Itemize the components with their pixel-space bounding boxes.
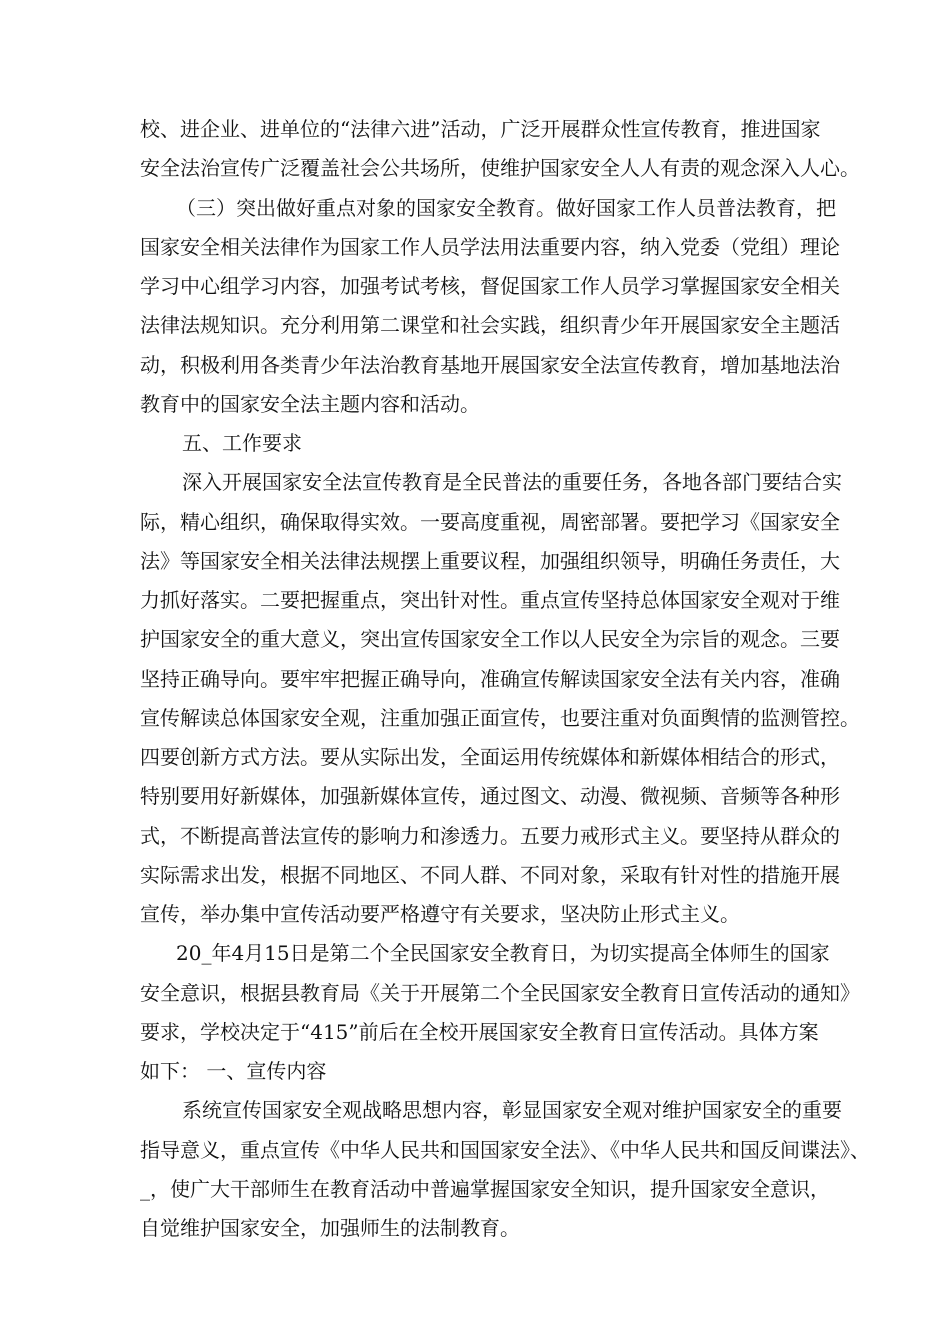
text-line: 四要创新方式方法。要从实际出发，全面运用传统媒体和新媒体相结合的形式， <box>140 745 840 769</box>
text-line: 指导意义，重点宣传《中华人民共和国国家安全法》、《中华人民共和国反间谍法》、 <box>140 1138 870 1162</box>
text-line: 法》等国家安全相关法律法规摆上重要议程，加强组织领导，明确任务责任，大 <box>140 549 840 573</box>
section-heading: 五、工作要求 <box>182 431 302 455</box>
text-line: 安全法治宣传广泛覆盖社会公共场所，使维护国家安全人人有责的观念深入人心。 <box>140 156 860 180</box>
text-line: 际，精心组织，确保取得实效。一要高度重视，周密部署。要把学习《国家安全 <box>140 510 840 534</box>
text-line: 式，不断提高普法宣传的影响力和渗透力。五要力戒形式主义。要坚持从群众的 <box>140 824 840 848</box>
text-line: 安全意识，根据县教育局《关于开展第二个全民国家安全教育日宣传活动的通知》 <box>140 981 860 1005</box>
text-line: 学习中心组学习内容，加强考试考核，督促国家工作人员学习掌握国家安全相关 <box>140 274 840 298</box>
text-line: 如下： 一、宣传内容 <box>140 1059 327 1083</box>
text-line: 国家安全相关法律作为国家工作人员学法用法重要内容，纳入党委（党组）理论 <box>140 235 840 259</box>
text-line: 要求，学校决定于“415”前后在全校开展国家安全教育日宣传活动。具体方案 <box>140 1020 819 1044</box>
text-line: 校、进企业、进单位的“法律六进”活动，广泛开展群众性宣传教育，推进国家 <box>140 117 821 141</box>
text-line: 教育中的国家安全法主题内容和活动。 <box>140 392 480 416</box>
text-line: （三）突出做好重点对象的国家安全教育。做好国家工作人员普法教育，把 <box>176 196 836 220</box>
text-line: 坚持正确导向。要牢牢把握正确导向，准确宣传解读国家安全法有关内容，准确 <box>140 667 840 691</box>
text-line: 20_年4月15日是第二个全民国家安全教育日，为切实提高全体师生的国家 <box>176 941 830 965</box>
text-line: 宣传，举办集中宣传活动要严格遵守有关要求，坚决防止形式主义。 <box>140 902 740 926</box>
text-line: 实际需求出发，根据不同地区、不同人群、不同对象，采取有针对性的措施开展 <box>140 863 840 887</box>
text-line: 宣传解读总体国家安全观，注重加强正面宣传，也要注重对负面舆情的监测管控。 <box>140 706 860 730</box>
text-line: 力抓好落实。二要把握重点，突出针对性。重点宣传坚持总体国家安全观对于维 <box>140 588 840 612</box>
text-line: _，使广大干部师生在教育活动中普遍掌握国家安全知识，提升国家安全意识， <box>140 1177 830 1201</box>
text-line: 深入开展国家安全法宣传教育是全民普法的重要任务，各地各部门要结合实 <box>182 470 842 494</box>
text-line: 护国家安全的重大意义，突出宣传国家安全工作以人民安全为宗旨的观念。三要 <box>140 627 840 651</box>
text-line: 自觉维护国家安全，加强师生的法制教育。 <box>140 1216 520 1240</box>
text-line: 系统宣传国家安全观战略思想内容，彰显国家安全观对维护国家安全的重要 <box>182 1098 842 1122</box>
text-line: 动，积极利用各类青少年法治教育基地开展国家安全法宣传教育，增加基地法治 <box>140 353 840 377</box>
text-line: 特别要用好新媒体，加强新媒体宣传，通过图文、动漫、微视频、音频等各种形 <box>140 784 840 808</box>
text-line: 法律法规知识。充分利用第二课堂和社会实践，组织青少年开展国家安全主题活 <box>140 313 840 337</box>
